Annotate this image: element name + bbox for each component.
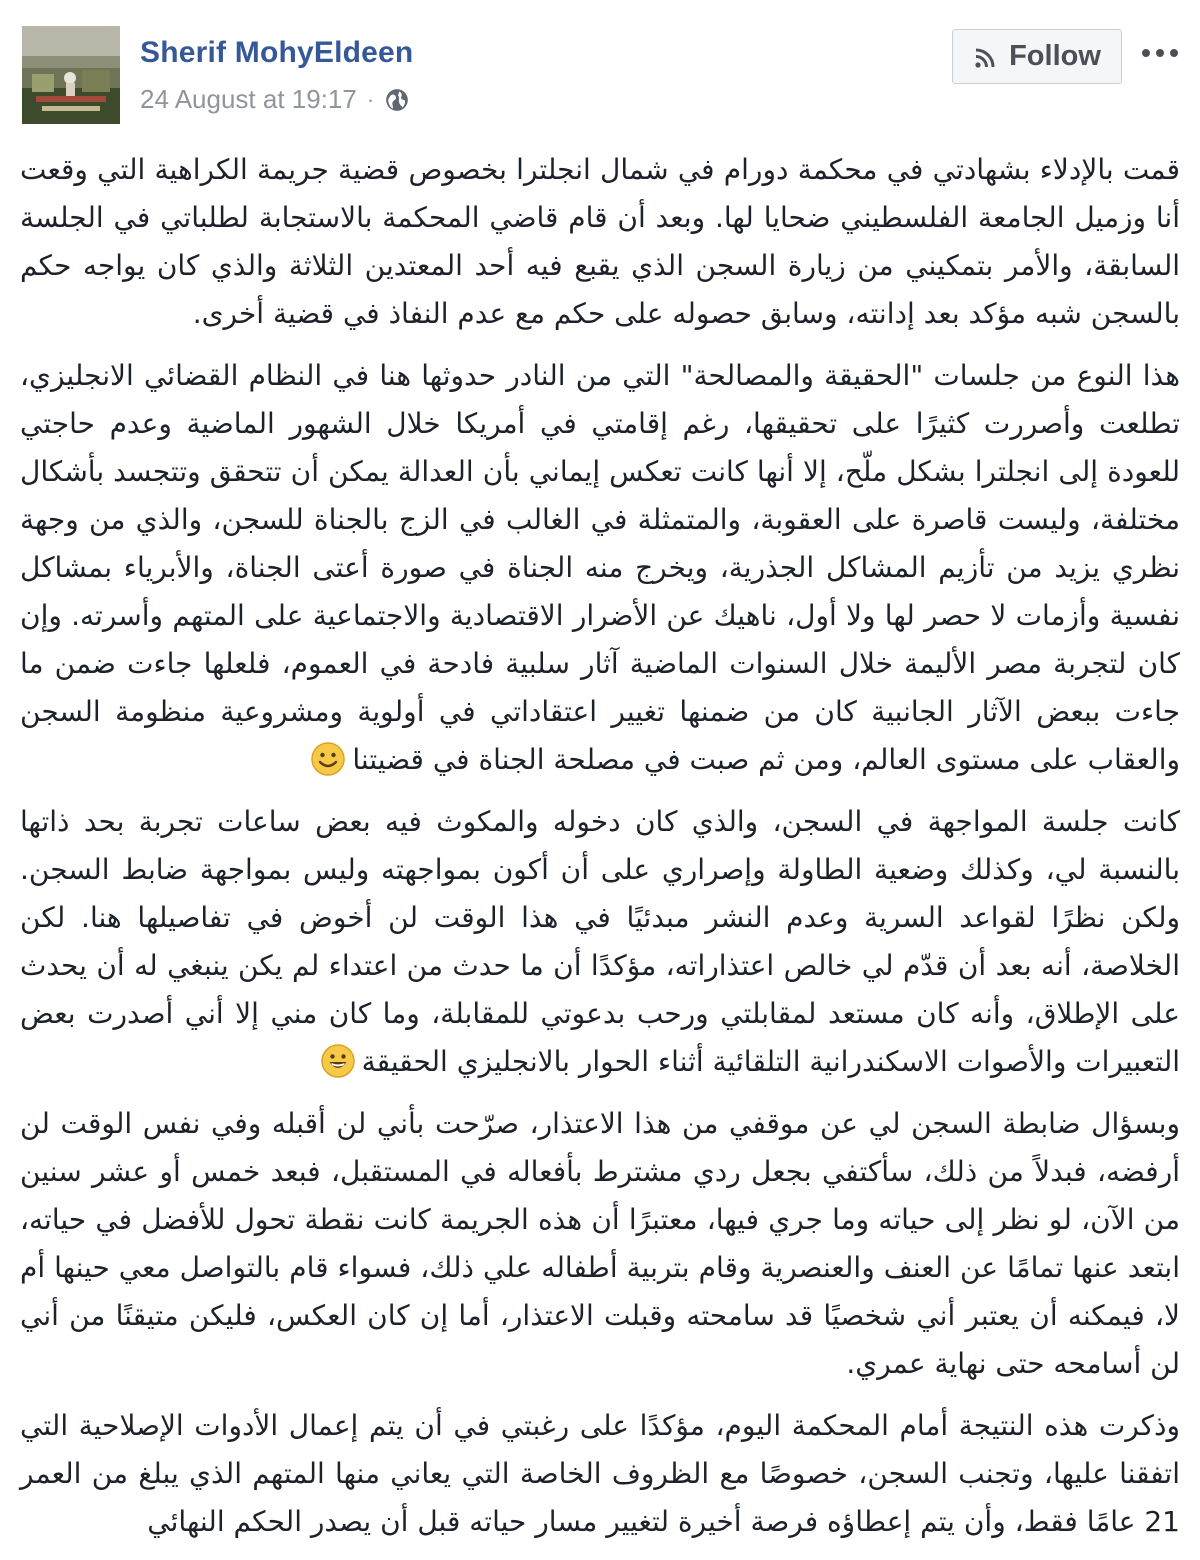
follow-button[interactable] [952,29,1122,84]
avatar-photo-icon [22,26,120,124]
more-options-icon[interactable] [1140,38,1180,68]
post-header [0,0,1200,140]
globe-icon[interactable] [384,87,410,113]
post-timestamp[interactable]: 24 August at 19:17 [140,84,357,114]
grin-emoji-icon [320,1043,356,1079]
post-paragraph-5: وذكرت هذه النتيجة أمام المحكمة اليوم، مؤكدًا على رغبتي في أن يتم إعمال الأدوات الإصلاحية التي اتفقنا عليها، وتجنب السجن، خصوصًا مع الظروف الخاصة التي يعاني منها المتهم الذي يبلغ من العمر 21 عامًا فقط، وأن يتم إعطاؤه فرصة أخيرة لتغيير مسار حياته قبل أن يصدر الحكم النهائي [20,1409,1180,1538]
post-paragraph-2-text: هذا النوع من جلسات "الحقيقة والمصالحة" التي من النادر حدوثها هنا في النظام القضائي الانجليزي، تطلعت وأصررت كثيرًا على تحقيقها، رغم إقامتي في أمريكا خلال الشهور الماضية وعدم حاجتي للعودة إلى انجلترا بشكل ملّح، إلا أنها كانت تعكس إيماني بأن العدالة يمكن أن تتحقق وتتجسد بأشكال مختلفة، وليست قاصرة على العقوبة، والمتمثلة في الغالب في الزج بالجناة للسجن، والذي من وجهة نظري يزيد من تأزيم المشاكل الجذرية، ويخرج منه الجناة في صورة أعتى الجناة، والأبرياء بمشاكل نفسية وأزمات لا حصر لها ولا أول، ناهيك عن الأضرار الاقتصادية والاجتماعية على المتهم وأسرته. وإن كان لتجربة مصر الأليمة خلال السنوات الماضية آثار سلبية فادحة في العموم، فلعلها جاءت ضمن ما جاءت ببعض الآثار الجانبية كان من ضمنها تغيير اعتقاداتي في أولوية ومشروعية منظومة السجن والعقاب على مستوى العالم، ومن ثم صبت في مصلحة الجناة في قضيتنا [20,359,1180,776]
post-meta [140,84,410,115]
post-paragraph-3-text: كانت جلسة المواجهة في السجن، والذي كان دخوله والمكوث فيه بعض ساعات تجربة بحد ذاتها بالنسبة لي، وكذلك وضعية الطاولة وإصراري على أن أكون بمواجهته وليس بمواجهة ضابط السجن. ولكن نظرًا لقواعد السرية وعدم النشر مبدئيًا في هذا الوقت لن أخوض في تفاصيلها هنا. لكن الخلاصة، أنه بعد أن قدّم لي خالص اعتذاراته، مؤكدًا أن ما حدث من اعتداء لم يكن ينبغي له أن يحدث على الإطلاق، وأنه كان مستعد لمقابلتي ورحب بدعوتي للمقابلة، وما كان مني إلا أني أصدرت بعض التعبيرات والأصوات الاسكندرانية التلقائية أثناء الحوار بالانجليزي الحقيقة [20,805,1180,1078]
post-paragraph-2 [20,352,1180,784]
author-avatar[interactable] [22,26,120,124]
meta-separator: · [366,86,375,112]
post-body [20,140,1180,1560]
post-paragraph-3 [20,798,1180,1086]
follow-button-label: Follow [1009,40,1101,72]
smile-emoji-icon [310,741,346,777]
post-paragraph-1: قمت بالإدلاء بشهادتي في محكمة دورام في شمال انجلترا بخصوص قضية جريمة الكراهية التي وقعت أنا وزميل الجامعة الفلسطيني ضحايا لها. وبعد أن قام قاضي المحكمة بالاستجابة لطلباتي في الجلسة السابقة، والأمر بتمكيني من زيارة السجن الذي يقبع فيه أحد المعتدين الثلاثة والذي كان يواجه حكم بالسجن شبه مؤكد بعد إدانته، وسابق حصوله على حكم مع عدم النفاذ في قضية أخرى. [20,153,1180,330]
post-paragraph-4: وبسؤال ضابطة السجن لي عن موقفي من هذا الاعتذار، صرّحت بأني لن أقبله وفي نفس الوقت لن أرفضه، فبدلاً من ذلك، سأكتفي بجعل ردي مشترط بأفعاله في المستقبل، فبعد خمس أو عشر سنين من الآن، لو نظر إلى حياته وما جري فيها، معتبرًا أن هذه الجريمة كانت نقطة تحول للأفضل في حياته، ابتعد عنها تمامًا عن العنف والعنصرية وقام بتربية أطفاله علي ذلك، فسواء قام بالتواصل معي حينها أم لا، فيمكنه أن يعتبر أني شخصيًا قد سامحته وقبلت الاعتذار، أما إن كان العكس، فليكن متيقنًا من أني لن أسامحه حتى نهاية عمري. [20,1107,1180,1380]
rss-icon [973,45,997,69]
author-name[interactable]: Sherif MohyEldeen [140,36,414,69]
